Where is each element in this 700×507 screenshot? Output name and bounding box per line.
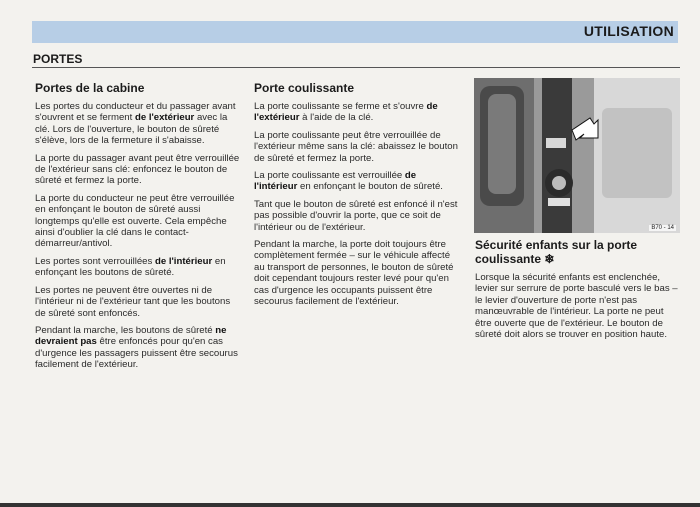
door-lock-photo [474, 78, 680, 233]
heading-cabin-doors: Portes de la cabine [35, 81, 145, 95]
bold-span: de l'intérieur [254, 170, 417, 193]
text-span: être enfoncés pour qu'en cas d'urgence les passagers puissent être secourus facilement de l'extérieur. [35, 336, 238, 371]
section-rule [32, 67, 680, 68]
heading-child-safety: Sécurité enfants sur la porte coulissante ❄ [475, 238, 638, 266]
paragraph: La porte du conducteur ne peut être verrouillée en enfonçant le bouton de sûreté aussi longtemps qu'elle est ouverte. Cela empêche ainsi d'oublier la clé dans le contact-démarreur/antivol. [35, 192, 235, 250]
section-title: PORTES [33, 52, 83, 66]
text-span: avec la clé. Lors de l'ouverture, le bouton de sûreté s'élève, lors de la fermeture il s'abaisse. [35, 112, 228, 147]
paragraph [254, 170, 460, 193]
text-span: en enfonçant le bouton de sûreté. [297, 181, 443, 193]
paragraph: Les portes ne peuvent être ouvertes ni de l'intérieur ni de l'extérieur tant que les boutons de sûreté sont enfoncés. [35, 284, 231, 319]
page-header-title: UTILISATION [583, 23, 674, 39]
bottom-edge [0, 503, 700, 507]
text-span: Pendant la marche, les boutons de sûreté [35, 324, 216, 336]
door-lock-illustration [474, 78, 680, 233]
paragraph [35, 325, 241, 371]
text-span: La porte coulissante est verrouillée [254, 170, 405, 182]
paragraph: La porte coulissante peut être verrouillée de l'extérieur même sans la clé: abaissez le bouton de sûreté et fermez la porte. [254, 129, 458, 164]
text-span: en enfonçant les boutons de sûreté. [35, 255, 226, 279]
bold-span: de l'intérieur [154, 255, 213, 267]
text-span: Les portes du conducteur et du passager avant s'ouvrent et se ferment [35, 101, 236, 124]
paragraph [254, 101, 460, 124]
paragraph [35, 256, 241, 279]
paragraph: Tant que le bouton de sûreté est enfoncé il n'est pas possible d'ouvrir la porte, que ce soit de l'intérieur ou de l'extérieur. [254, 198, 458, 233]
paragraph [35, 101, 241, 147]
column-child-safety [475, 238, 680, 346]
bold-span: de l'extérieur [134, 112, 195, 124]
text-span: La porte coulissante se ferme et s'ouvre [254, 101, 427, 112]
column-sliding-door [254, 81, 460, 314]
paragraph: La porte du passager avant peut être verrouillée de l'extérieur sans clé: enfoncez le bouton de sûreté et fermez la porte. [35, 152, 240, 187]
header-band [32, 21, 678, 43]
heading-sliding-door: Porte coulissante [254, 81, 355, 95]
paragraph: Lorsque la sécurité enfants est enclenchée, levier sur serrure de porte basculé vers le bas – le levier d'ouverture de porte n'est pas manœuvrable de l'intérieur. La porte ne peut être ouverte que de l'extérieur. Le bouton de sûreté doit alors se trouver en position haute. [475, 272, 678, 341]
bold-span: de l'extérieur [254, 101, 438, 124]
text-span: à l'aide de la clé. [299, 112, 374, 124]
figure-code: B70 - 14 [651, 225, 674, 231]
text-span: Les portes sont verrouillées [35, 255, 155, 267]
column-cabin-doors [35, 81, 241, 377]
paragraph: Pendant la marche, la porte doit toujours être complètement fermée – sur le véhicule affecté au transport de personnes, le bouton de sûreté doit cependant toujours rester levé pour qu'en cas d'urgence les occupants puissent être secourus facilement de l'extérieur. [254, 239, 454, 308]
bold-span: ne devraient pas [35, 324, 227, 348]
